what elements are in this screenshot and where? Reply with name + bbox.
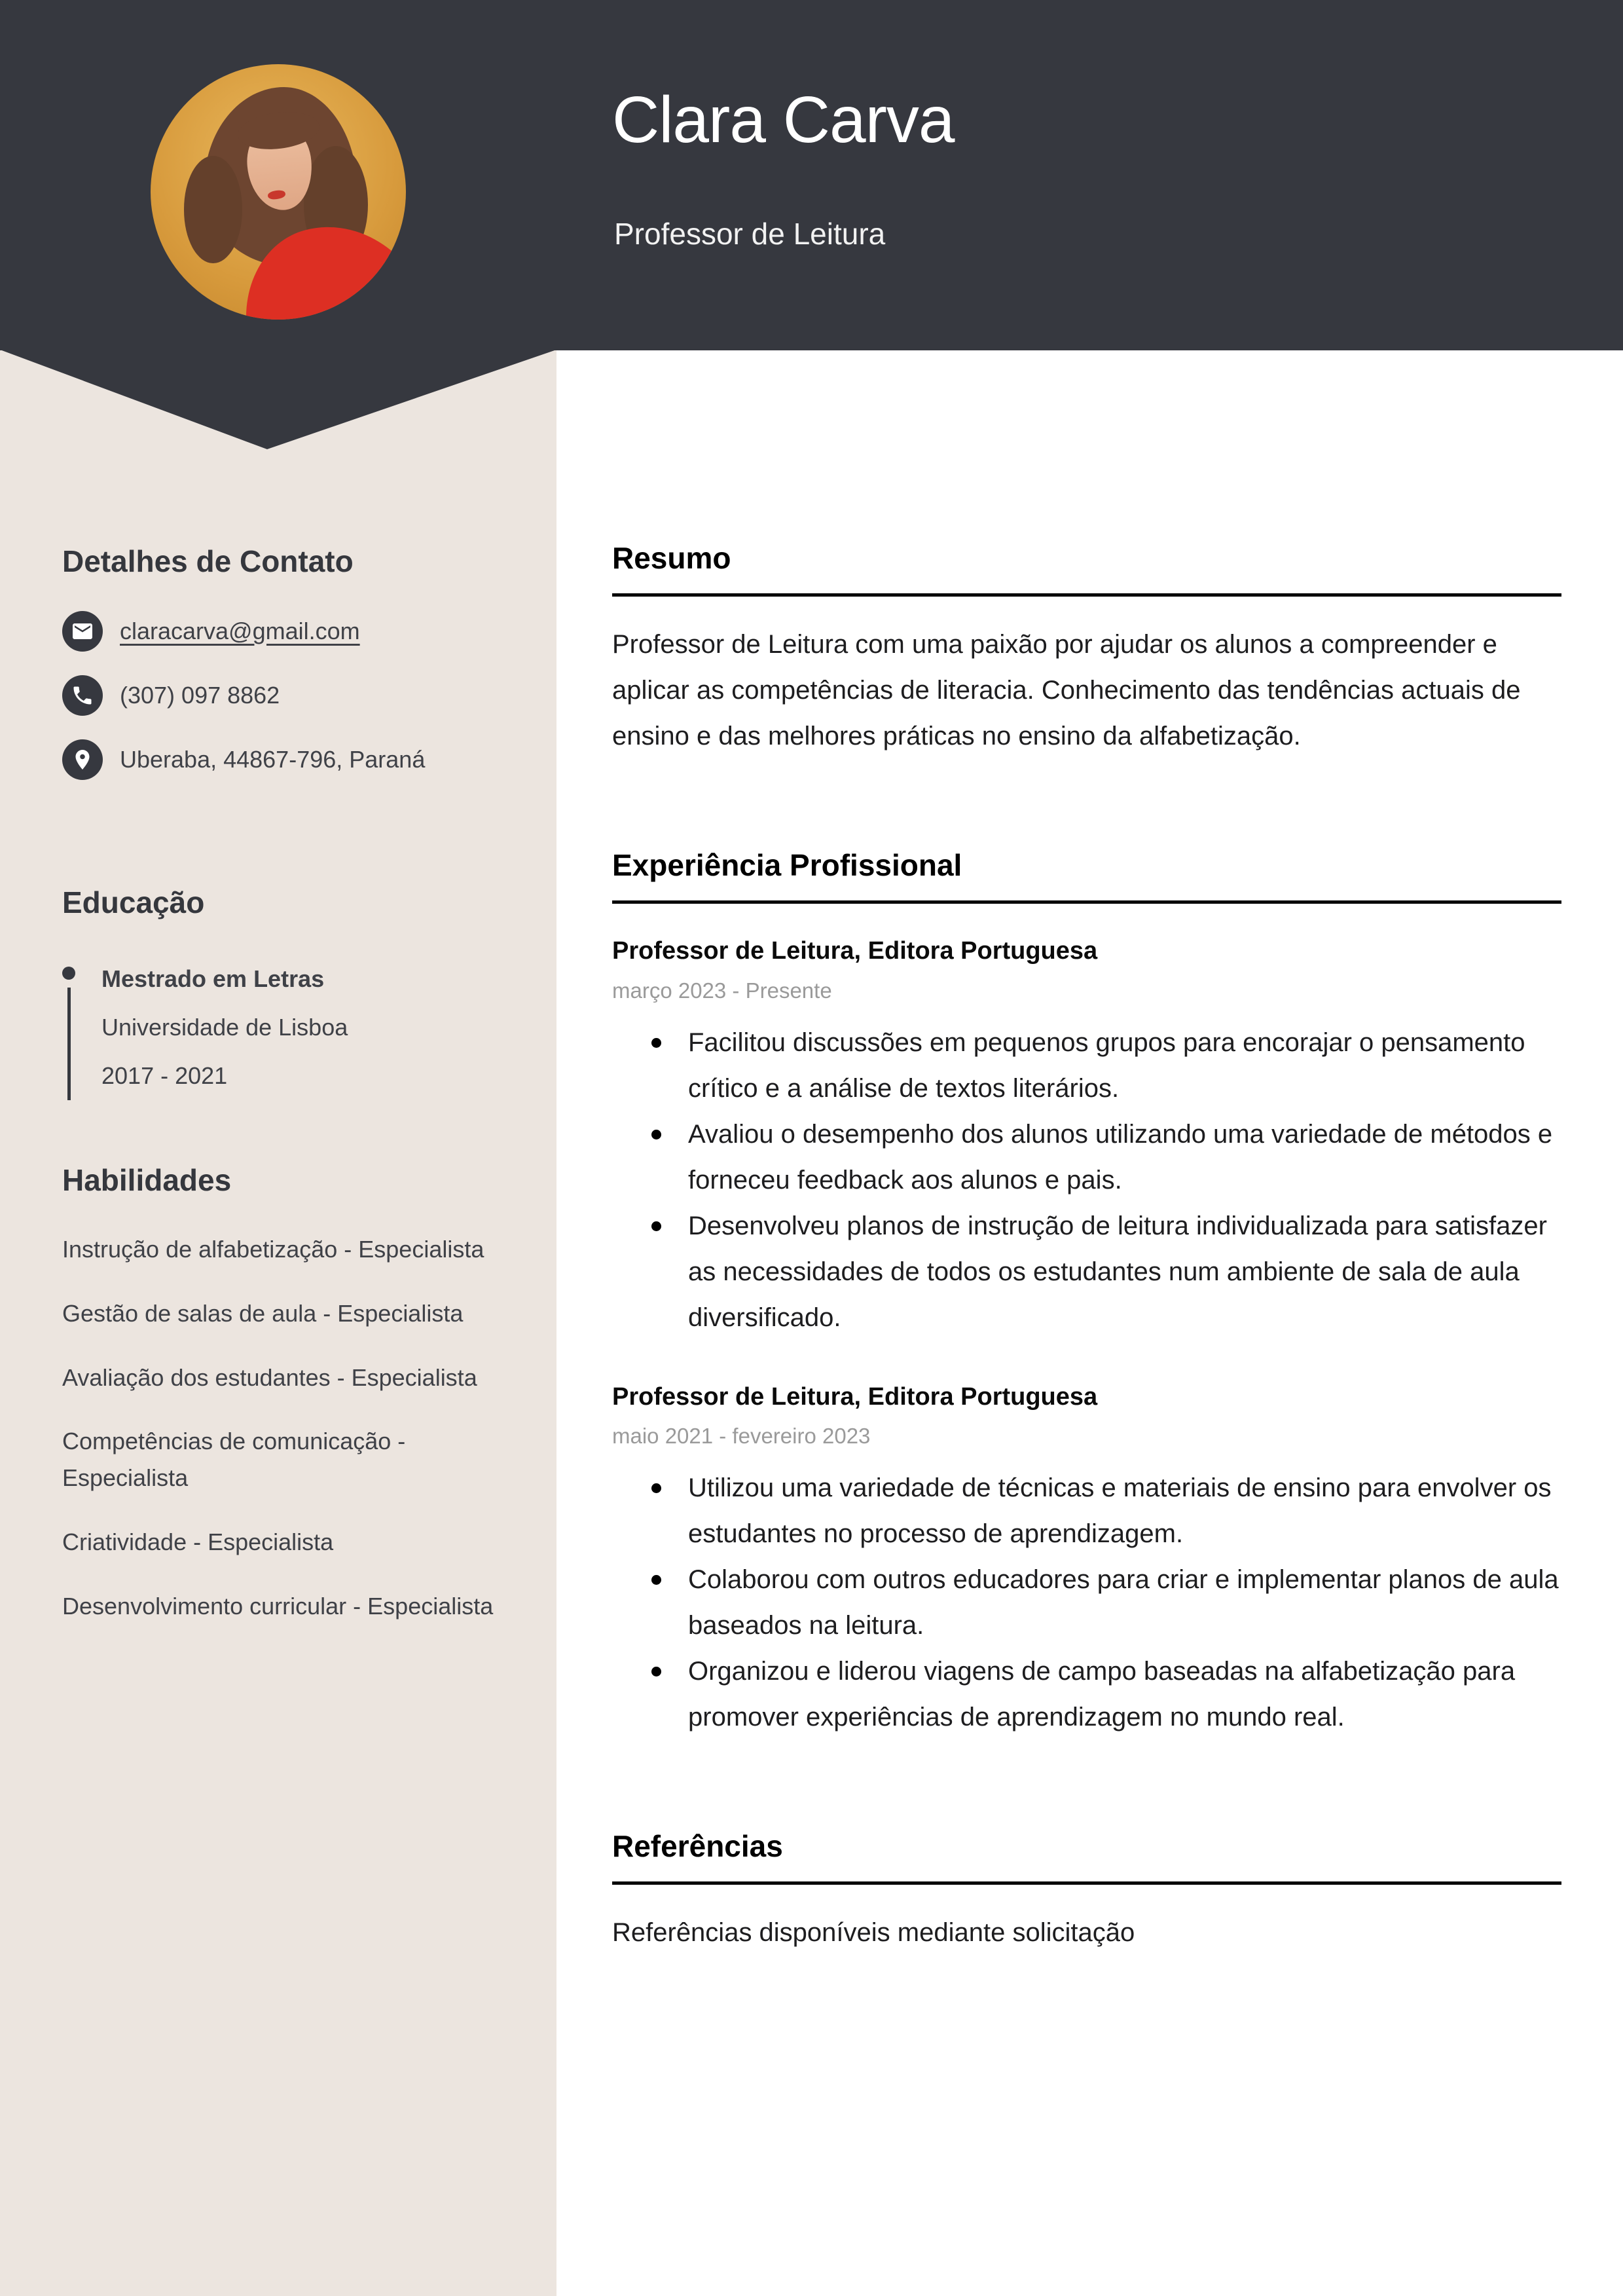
education-timeline (62, 955, 75, 1100)
skills-list (62, 1231, 501, 1625)
contact-heading: Detalhes de Contato (62, 544, 354, 578)
skill-item: Competências de comunicação - Especialista (62, 1428, 406, 1492)
phone-icon (62, 675, 103, 716)
email-link[interactable]: claracarva@gmail.com (120, 617, 360, 644)
references-text: Referências disponíveis mediante solicitação (612, 1918, 1135, 1948)
phone-number: (307) 097 8862 (120, 681, 280, 709)
job-bullet: Organizou e liderou viagens de campo baseadas na alfabetização para promover experiências de aprendizagem no mundo real. (612, 1648, 1561, 1740)
references-section (612, 1828, 1561, 1955)
summary-section (612, 540, 1561, 759)
skill-item: Gestão de salas de aula - Especialista (62, 1299, 464, 1327)
experience-section (612, 847, 1561, 1740)
skill-item: Criatividade - Especialista (62, 1528, 334, 1555)
profile-photo (151, 64, 406, 320)
education-school: Universidade de Lisboa (101, 1014, 348, 1041)
timeline-dot (62, 967, 75, 980)
job-bullet: Desenvolveu planos de instrução de leitura individualizada para satisfazer as necessidades de todos os estudantes num ambiente de sala de aula diversificado. (612, 1203, 1561, 1341)
experience-heading: Experiência Profissional (612, 848, 962, 883)
education-heading: Educação (62, 885, 205, 920)
job-entry (612, 1381, 1561, 1740)
location-icon (62, 739, 103, 780)
job-bullet-list (612, 1465, 1561, 1740)
header (0, 0, 1623, 350)
job-dates: março 2023 - Presente (612, 978, 832, 1003)
skills-heading: Habilidades (62, 1162, 232, 1197)
education-degree: Mestrado em Letras (101, 965, 325, 993)
main-content (612, 540, 1561, 1955)
job-entry (612, 935, 1561, 1340)
mail-icon (62, 611, 103, 652)
job-dates: maio 2021 - fevereiro 2023 (612, 1424, 871, 1449)
job-title: Professor de Leitura, Editora Portuguesa (612, 1382, 1098, 1411)
contact-row-email (62, 611, 501, 652)
job-bullet: Utilizou uma variedade de técnicas e materiais de ensino para envolver os estudantes no processo de aprendizagem. (612, 1465, 1561, 1557)
skill-item: Avaliação dos estudantes - Especialista (62, 1363, 477, 1391)
job-bullet-list (612, 1020, 1561, 1341)
location-text: Uberaba, 44867-796, Paraná (120, 745, 426, 773)
skill-item: Desenvolvimento curricular - Especialista (62, 1592, 494, 1620)
references-heading: Referências (612, 1828, 783, 1863)
contact-list (62, 611, 501, 780)
summary-text: Professor de Leitura com uma paixão por ajudar os alunos a compreender e aplicar as competências de literacia. Conhecimento das tendências actuais de ensino e das melhores práticas no ensino da alfabetização. (612, 630, 1521, 751)
contact-row-location (62, 739, 501, 780)
education-item (62, 955, 501, 1100)
job-bullet: Colaborou com outros educadores para criar e implementar planos de aula baseados na leitura. (612, 1557, 1561, 1648)
education-years: 2017 - 2021 (101, 1062, 228, 1089)
hair-curl-left (184, 156, 243, 263)
person-name: Clara Carva (612, 83, 955, 157)
timeline-line (67, 988, 71, 1100)
sidebar-content (62, 544, 501, 1652)
job-bullet: Facilitou discussões em pequenos grupos para encorajar o pensamento crítico e a análise de textos literários. (612, 1020, 1561, 1111)
job-bullet: Avaliou o desempenho dos alunos utilizando uma variedade de métodos e forneceu feedback aos alunos e pais. (612, 1111, 1561, 1203)
contact-row-phone (62, 675, 501, 716)
section-rule (612, 593, 1561, 597)
section-rule (612, 1881, 1561, 1885)
job-title: Professor de Leitura, Editora Portuguesa (612, 937, 1098, 965)
summary-heading: Resumo (612, 541, 731, 575)
section-rule (612, 900, 1561, 904)
skill-item: Instrução de alfabetização - Especialista (62, 1235, 484, 1263)
person-job-title: Professor de Leitura (614, 217, 886, 251)
